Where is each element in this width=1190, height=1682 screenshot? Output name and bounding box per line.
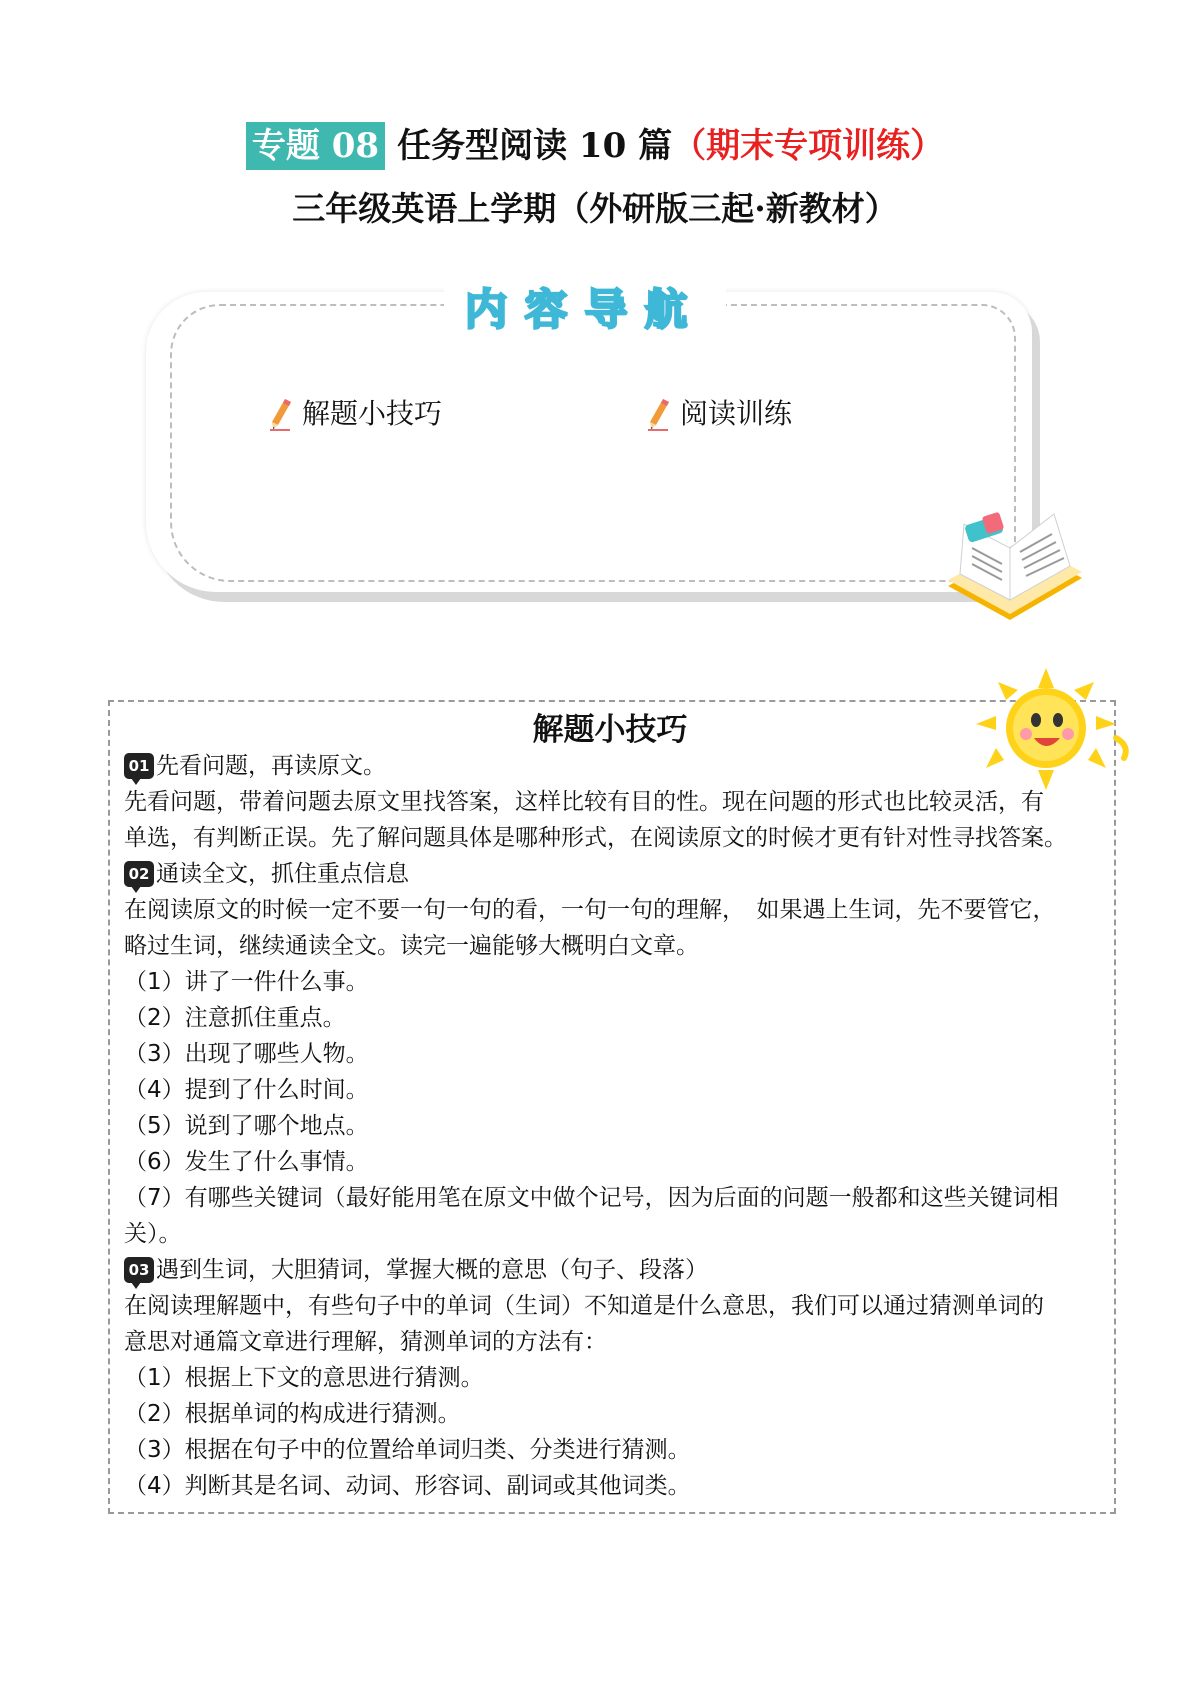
document-title xyxy=(0,122,1190,170)
tips-body xyxy=(124,748,1104,1504)
title-highlight: （期末专项训练） xyxy=(672,126,945,166)
list-item: （4）提到了什么时间。 xyxy=(124,1077,369,1103)
list-item: （1）根据上下文的意思进行猜测。 xyxy=(124,1365,484,1391)
text-line: 略过生词，继续通读全文。读完一遍能够大概明白文章。 xyxy=(124,933,699,959)
nav-item-reading[interactable] xyxy=(646,394,792,434)
text-line: 意思对通篇文章进行理解，猜测单词的方法有： xyxy=(124,1329,607,1355)
text-line: 关）。 xyxy=(124,1221,182,1247)
number-badge: 03 xyxy=(124,1257,154,1283)
document-subtitle: 三年级英语上学期（外研版三起·新教材） xyxy=(292,189,898,228)
section-heading: 02 通读全文，抓住重点信息 xyxy=(124,856,1104,892)
text-line: 在阅读理解题中，有些句子中的单词（生词）不知道是什么意思，我们可以通过猜测单词的 xyxy=(124,1293,1044,1319)
nav-item-tips[interactable] xyxy=(268,394,442,434)
number-badge: 02 xyxy=(124,861,154,887)
topic-tag: 专题 08 xyxy=(246,122,385,170)
list-item: （3）根据在句子中的位置给单词归类、分类进行猜测。 xyxy=(124,1437,691,1463)
pencil-icon xyxy=(268,397,294,431)
section-heading: 01 先看问题，再读原文。 xyxy=(124,748,1104,784)
list-item: （3）出现了哪些人物。 xyxy=(124,1041,369,1067)
section-heading: 03 遇到生词，大胆猜词，掌握大概的意思（句子、段落） xyxy=(124,1252,1104,1288)
list-item: （6）发生了什么事情。 xyxy=(124,1149,369,1175)
text-line: 单选，有判断正误。先了解问题具体是哪种形式，在阅读原文的时候才更有针对性寻找答案。 xyxy=(124,825,1067,851)
pencil-icon xyxy=(646,397,672,431)
tips-title: 解题小技巧 xyxy=(532,712,688,748)
text-line: 先看问题，带着问题去原文里找答案，这样比较有目的性。现在问题的形式也比较灵活，有 xyxy=(124,789,1044,815)
list-item: （4）判断其是名词、动词、形容词、副词或其他词类。 xyxy=(124,1473,691,1499)
list-item: （5）说到了哪个地点。 xyxy=(124,1113,369,1139)
title-main: 任务型阅读 10 篇 xyxy=(397,126,673,166)
book-icon xyxy=(940,508,1090,634)
list-item: （7）有哪些关键词（最好能用笔在原文中做个记号，因为后面的问题一般都和这些关键词相 xyxy=(124,1185,1059,1211)
list-item: （1）讲了一件什么事。 xyxy=(124,969,369,995)
content-nav-dashed-border xyxy=(170,304,1016,582)
nav-item-label: 解题小技巧 xyxy=(302,397,443,430)
number-badge: 01 xyxy=(124,753,154,779)
list-item: （2）注意抓住重点。 xyxy=(124,1005,346,1031)
content-nav-heading: 内容导航 xyxy=(444,282,726,338)
list-item: （2）根据单词的构成进行猜测。 xyxy=(124,1401,461,1427)
nav-item-label: 阅读训练 xyxy=(680,397,793,430)
text-line: 在阅读原文的时候一定不要一句一句的看，一句一句的理解， 如果遇上生词，先不要管它， xyxy=(124,897,1056,923)
